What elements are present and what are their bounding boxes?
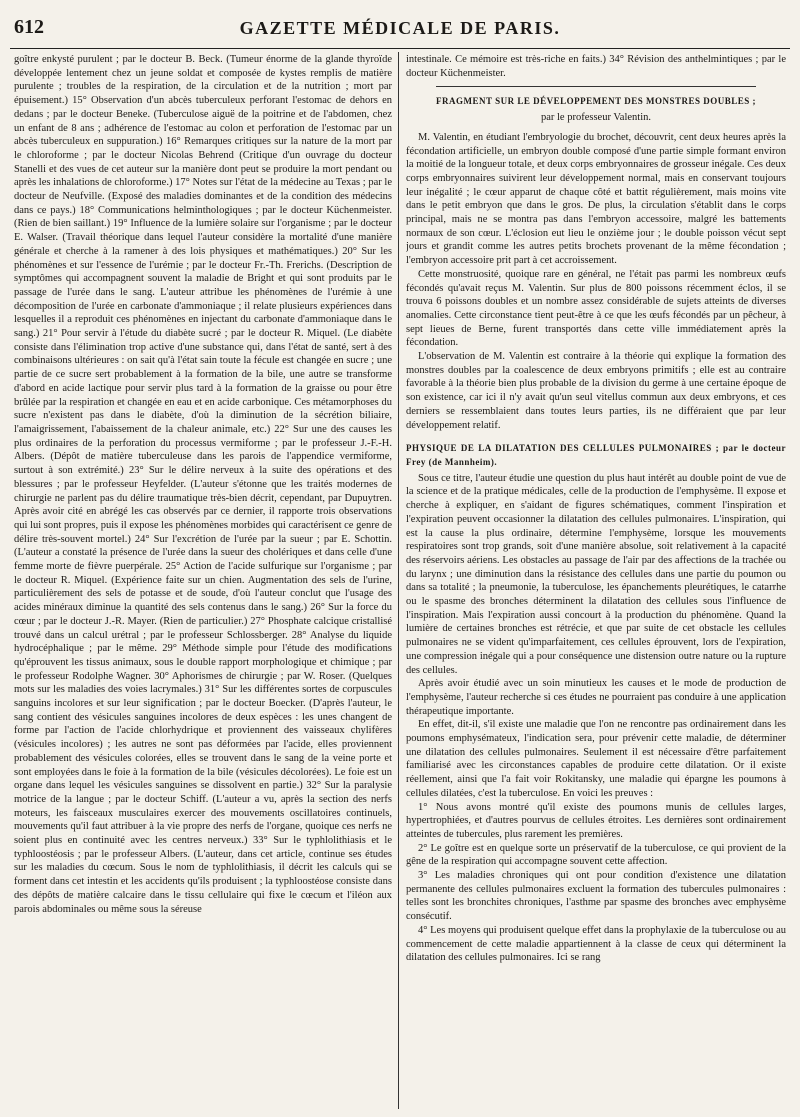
article-paragraph: 4° Les moyens qui produisent quelque effet dans la prophylaxie de la tuberculose ou au commencement de cette maladie appartiennent à la classe de ceux qui déterminent la dilatation des cellules pulmonaires. Ici se rang bbox=[406, 924, 786, 964]
header-rule bbox=[10, 48, 790, 49]
left-column bbox=[14, 53, 392, 1109]
article-paragraph: Sous ce titre, l'auteur étudie une question du plus haut intérêt au double point de vue de la science et de la pratique médicales, celle de la production de l'emphysème. Il expose et cherche à expliquer, en s'aidant de figures schématiques, comment l'inspiration et l'expiration peuvent occasionner la dilatation des cellules pulmonaires. L'inspiration, qui est la cause la plus ordinaire, détermine l'emphysème, lorsque les mouvements respiratoires sont trop grands, soit d'une manière absolue, soit relativement à la capacité des réservoirs aériens. Les obstacles au passage de l'air par des affections de la trachée ou du larynx ; une diminution dans la résistance des cellules dans une partie du poumon ou dans sa totalité ; la pneumonie, la tuberculose, les épanchements pleurétiques, le catarrhe ou le spasme des bronches déterminent la dilatation des cellules sous l'influence de l'inspiration. Mais l'expiration aussi concourt à la production du phénomène. Quand la lumière de certaines bronches est rétrécie, et que par suite de cet obstacle les cellules pulmonaires ne se vident qu'imparfaitement, ces cellules éprouvent, lors de l'expiration, une compression inégale qui a pour conséquence une distension outre nature ou la rupture des cellules. bbox=[406, 472, 786, 676]
page-number: 612 bbox=[14, 16, 44, 38]
left-paragraph: goître enkysté purulent ; par le docteur B. Beck. (Tumeur énorme de la glande thyroïde développée lentement chez un jeune soldat et composée de kystes remplis de matière purulente ; troubles de la respiration, de la circulation et de la nutrition ; mort par épuisement.) 15° Observation d'un abcès tuberculeux perforant l'estomac de dehors en dedans ; par le docteur Beneke. (Tuberculose aiguë de la poitrine et de l'abdomen, chez un enfant de 8 ans ; adhérence de l'estomac au colon et perforation de l'estomac par un abcès tuberculeux en suppuration.) 16° Remarques critiques sur la nature de la mort par le chloroforme ; par le docteur Nicolas Behrend (Critique d'un ouvrage du docteur Stanelli et des vues de cet auteur sur la manière dont peut se produire la mort pendant ou après les inhalations de chloroforme.) 17° Notes sur l'état de la médecine au Texas ; par le docteur de Neufville. (Exposé des maladies dominantes et de la condition des médecins dans ce pays.) 18° Communications helminthologiques ; par le docteur Küchenmeister. (Rien de bien saillant.) 19° Influence de la lumière solaire sur l'organisme ; par le docteur E. Walser. (Travail théorique dans lequel l'auteur considère la mortalité d'une manière générale et cherche à la ramener à des lois physiques et mathématiques.) 20° Sur les phénomènes et sur l'essence de l'urémie ; par le docteur Fr.-Th. Frerichs. (Description de symptômes qui accompagnent souvent la maladie de Bright et qui sont produits par le passage de l'urée dans le sang. L'auteur attribue les phénomènes de l'urémie à une décomposition de l'urée en carbonate d'ammoniaque ; il relate plusieurs expériences dans lesquelles il a reproduit ces phénomènes en injectant du carbonate d'ammoniaque dans le sang.) 21° Pour servir à l'étude du diabète sucré ; par le docteur R. Miquel. (Le diabète consiste dans l'élimination trop active d'une substance qui, dans l'état de santé, sert à des combinaisons ultérieures : on sait qu'à l'état sain toute la fécule est changée en sucre ; une partie de ce sucre sert probablement à la formation de la bile, une autre se transforme d'abord en acide lactique pour servir plus tard à la formation de la graisse ou pour être brûlée par la respiration et changée en eau et en acide carbonique. Ces métamorphoses du sucre n'existent pas dans le diabète, d'où la diminution de la sécrétion biliaire, l'amaigrissement, l'abaissement de la chaleur animale, etc.) 22° Sur une des causes les plus ordinaires de la perforation du processus vermiforme ; par le professeur J.-F.-H. Albers. (Dépôt de matière tuberculeuse dans les parois de l'appendice vermiforme, surtout à son extrémité.) 23° Sur le délire nerveux à la suite des opérations et des blessures ; par le professeur Heyfelder. (L'auteur s'étonne que les traités modernes de chirurgie ne parlent pas du délire traumatique très-bien décrit, cependant, par Dupuytren. Après avoir cité en abrégé les cas observés par ce dernier, il rapporte trois observations qui lui sont propres, puis il expose les phénomènes morbides qui caractérisent ce genre de délire très-souvent mortel.) 24° Sur l'excrétion de l'urée par la sueur ; par E. Schottin. (L'auteur a constaté la présence de l'urée dans la sueur des cholériques et dans celle d'une femme morte de fièvre puerpérale. 25° Action de l'acide sulfurique sur l'organisme ; par le docteur R. Miquel. (Expérience faite sur un chien. Augmentation des sels de l'urine, particulièrement des sels de potasse et de soude, d'où l'auteur conclut que l'usage des acides minéraux diminue la quantité des sels contenus dans le sang.) 26° Sur la force du cœur ; par le docteur J.-R. Mayer. (Rien de particulier.) 27° Phosphate calcique cristallisé trouvé dans un calcul urétral ; par le professeur Schlossberger. 28° Analyse du liquide hydrocéphalique ; par le même. 29° Méthode simple pour l'étude des modifications qu'éprouvent les tissus animaux, sous le double rapport morphologique et chimique ; par le professeur Rodolphe Wagner. 30° Aphorismes de chirurgie ; par W. Roser. (Quelques mots sur les maladies des voies lacrymales.) 31° Sur les différentes sortes de corpuscules sanguins incolores et sur leur signification ; par le docteur Boecker. (D'après l'auteur, le sang contient des vésicules sanguines incolores de deux espèces : les unes changent de forme par l'action de l'acide chlorhydrique et proviennent des vaisseaux chylifères (vésicules incolores) ; les autres ne sont pas déformées par l'acide, elles proviennent probablement des vésicules colorées, elles se trouvent dans le sang de la veine porte et sont employées dans le foie à la formation de la bile (vésicules décolorées). Le foie est un organe dans lequel les vésicules sanguines se dissolvent en partie.) 32° Sur la paralysie motrice de la langue ; par le docteur Schiff. (L'auteur a vu, après la section des nerfs moteurs, les faisceaux musculaires exercer des mouvements oscillatoires continuels, mouvements qu'il faut attribuer à la vie propre des nerfs de l'organe, quoique ces nerfs ne soient plus en continuité avec les centres nerveux.) 33° Sur le typhlolithiasis et le typhloostéosis ; par le professeur Albers. (L'auteur, dans cet article, continue ses études sur les maladies du cœcum. Sous le nom de typhlolithiasis, il décrit les calculs qui se forment dans cet intestin et les accidents qu'ils produisent ; la typhloostéose consiste dans des dépôts de matière calcaire dans le tissu cellulaire qui fixe le cœcum et l'iléon aux parois abdominales ou même sous la séreuse bbox=[14, 54, 392, 915]
section-author-valentin: par le professeur Valentin. bbox=[540, 112, 652, 124]
journal-title: GAZETTE MÉDICALE DE PARIS. bbox=[239, 18, 561, 38]
section-title-monstres-doubles: FRAGMENT SUR LE DÉVELOPPEMENT DES MONSTRES DOUBLES ; bbox=[436, 96, 756, 107]
article-paragraph: Cette monstruosité, quoique rare en général, ne l'était pas parmi les nombreux œufs fécondés qu'avait reçus M. Valentin. Sur plus de 800 poissons récemment éclos, il se trouva 6 poissons doubles et un nombre assez considérable de sujets atteints de diverses anomalies. Cette circonstance tient peut-être à ce que les œufs fécondés par un pêcheur, à sept lieues de Berne, furent transportés dans cette ville immédiatement après la fécondation. bbox=[406, 268, 786, 349]
article-paragraph: 2° Le goître est en quelque sorte un préservatif de la tuberculose, ce qui provient de la gêne de la respiration qui accompagne souvent cette affection. bbox=[406, 842, 786, 868]
article-paragraph: M. Valentin, en étudiant l'embryologie du brochet, découvrit, cent deux heures après la fécondation artificielle, un embryon double composé d'une partie simple formant environ la moitié de la longueur totale, et deux corps embryonnaires de grosseur inégale. Ces deux corps embryonnaires suivirent leur développement normal, mais en conservant toujours leur inégalité ; le cœur apparut de chaque côté et battit régulièrement, mais moins vite dans le petit embryon que dans le gros. De plus, la circulation s'établit dans le corps principal, mais ne se montra pas dans l'embryon accessoire, malgré les battements normaux de son cœur. L'éclosion eut lieu le onzième jour ; le double poisson vécut sept jours et grandit comme les autres petits brochets provenant de la même fécondation ; l'embryon accessoire prit part à cet accroissement. bbox=[406, 131, 786, 267]
section-title-dilatation: PHYSIQUE DE LA DILATATION DES CELLULES PULMONAIRES ; par le docteur Frey (de Mannheim). bbox=[406, 443, 786, 467]
article-paragraph: Après avoir étudié avec un soin minutieux les causes et le mode de production de l'emphysème, l'auteur recherche si ces études ne pourraient pas conduire à une application thérapeutique importante. bbox=[406, 678, 786, 717]
section-rule bbox=[436, 86, 756, 87]
right-column bbox=[406, 53, 786, 1109]
column-divider bbox=[398, 52, 399, 1109]
article-paragraph: L'observation de M. Valentin est contraire à la théorie qui explique la formation des monstres doubles par la coalescence de deux embryons primitifs ; elle est au contraire favorable à la théorie bien plus probable de la division du germe à une certaine époque de son existence, car ici il n'y avait qu'un seul vitellus commun aux deux embryons, et ces derniers se ressemblaient dans toutes leurs parties, ils ne différaient que par leur développement relatif. bbox=[406, 351, 786, 431]
page-header bbox=[14, 14, 786, 48]
article-paragraph: 1° Nous avons montré qu'il existe des poumons munis de cellules larges, hypertrophiées, et d'autres pourvus de cellules étroites. Les dernières sont ordinairement atteintes de tubercules, plus rarement les premières. bbox=[406, 801, 786, 840]
article-paragraph: En effet, dit-il, s'il existe une maladie que l'on ne rencontre pas ordinairement dans les poumons emphysémateux, l'indication sera, pour prévenir cette maladie, de déterminer une dilatation des cellules pulmonaires. Seulement il est nécessaire d'être parfaitement familiarisé avec les circonstances capables de produire cette dilatation. Or il existe réellement, ainsi que l'a fait voir Rokitansky, une maladie qui épargne les poumons à cellules dilatées, c'est la tuberculose. En voici les preuves : bbox=[406, 719, 786, 799]
right-intro-paragraph: intestinale. Ce mémoire est très-riche en faits.) 34° Révision des anthelmintiques ; par le docteur Küchenmeister. bbox=[406, 54, 786, 79]
article-paragraph: 3° Les maladies chroniques qui ont pour condition d'existence une dilatation permanente des cellules pulmonaires excluent la formation des tubercules pulmonaires : telles sont les bronchites chroniques, l'asthme par spasme des bronches avec emphysème consécutif. bbox=[406, 870, 786, 923]
